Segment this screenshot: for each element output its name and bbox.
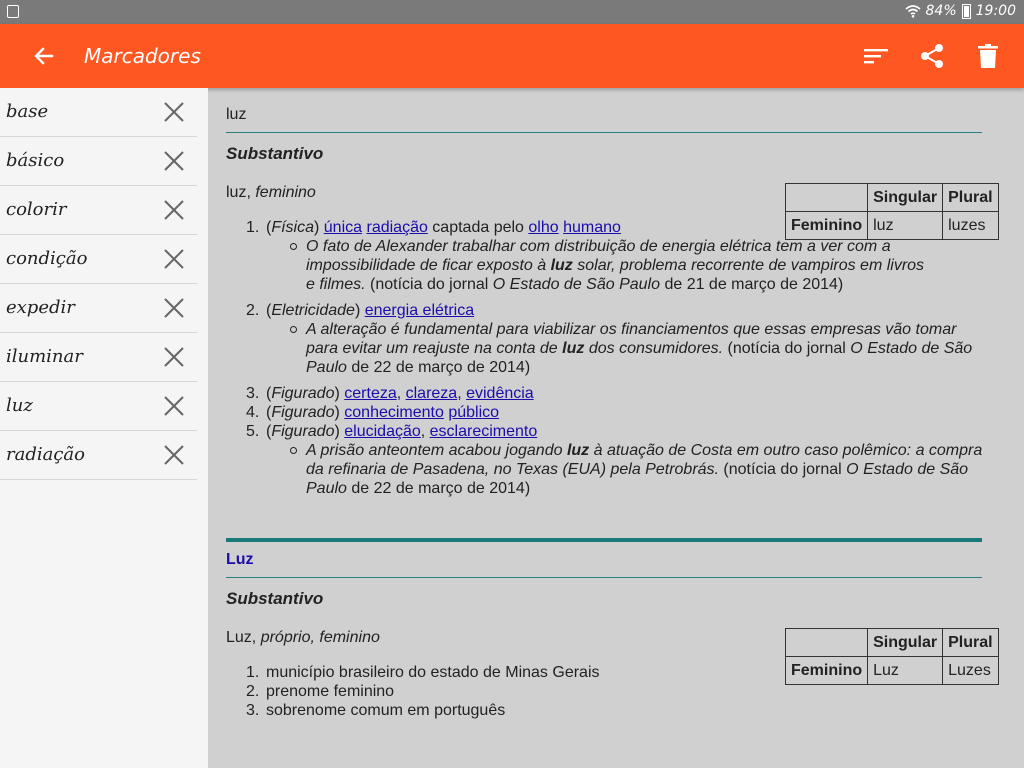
link[interactable]: clareza (405, 385, 458, 402)
status-right (905, 3, 1016, 19)
close-icon[interactable] (162, 443, 186, 467)
sense-item: 3. (Figurado) certeza, clareza, evidência (246, 385, 534, 402)
sense-number: 4. (246, 404, 260, 421)
sense-text: prenome feminino (266, 683, 395, 700)
clock: 19:00 (975, 3, 1016, 19)
link[interactable]: humano (563, 219, 621, 236)
link[interactable]: elucidação (344, 423, 421, 440)
sense-number: 5. (246, 423, 260, 440)
sense-number: 2. (246, 302, 260, 319)
bookmark-item[interactable] (0, 284, 197, 333)
qualifiers: próprio, feminino (260, 629, 380, 646)
close-icon[interactable] (162, 198, 186, 222)
table-singular: luz (868, 212, 943, 240)
link[interactable]: certeza (344, 385, 397, 402)
entry-divider (226, 538, 982, 542)
link[interactable]: energia elétrica (364, 302, 475, 319)
link[interactable]: evidência (466, 385, 534, 402)
back-arrow-icon[interactable] (28, 42, 60, 70)
bookmark-item[interactable] (0, 333, 197, 382)
sense-number: 3. (246, 702, 260, 719)
close-icon[interactable] (162, 100, 186, 124)
sense-tag: Eletricidade (271, 302, 355, 319)
trash-icon[interactable] (974, 42, 1002, 70)
sense-number: 1. (246, 219, 260, 236)
sense-text: captada pelo (427, 219, 529, 236)
table-plural: Luzes (943, 657, 998, 685)
link[interactable]: público (448, 404, 500, 421)
headword: Luz (226, 629, 252, 646)
table-plural: luzes (943, 212, 998, 240)
example (306, 441, 986, 498)
bookmark-label[interactable]: radiação (6, 444, 85, 465)
sense-text: município brasileiro do estado de Minas Gerais (266, 664, 600, 681)
part-of-speech: Substantivo (226, 144, 324, 163)
sense-item (246, 682, 986, 701)
sense-list (246, 218, 986, 498)
example-keyword: luz (562, 340, 585, 357)
headword-line: Luz, próprio, feminino (226, 629, 380, 646)
table-row-label: Feminino (786, 212, 868, 240)
source: (notícia do jornal (718, 461, 847, 478)
link[interactable]: única (323, 219, 363, 236)
bookmark-label[interactable]: condição (6, 248, 88, 269)
link[interactable]: radiação (366, 219, 428, 236)
sense-tag: Figurado (271, 404, 335, 421)
source: (notícia do jornal (365, 276, 493, 293)
bookmark-label[interactable]: básico (6, 150, 65, 171)
newspaper: O Estado de São Paulo (492, 276, 660, 293)
headword-line: luz, feminino (226, 184, 316, 201)
bookmark-label[interactable]: expedir (6, 297, 75, 318)
sense-number: 3. (246, 385, 260, 402)
example-text: O fato de Alexander trabalhar com distribuição de energia elétrica tem a ver com a impossibilidade de ficar exposto à (306, 238, 891, 274)
close-icon[interactable] (162, 345, 186, 369)
definition-content (208, 88, 1024, 768)
table-header-plural: Plural (943, 184, 998, 212)
example-text: solar, problema recorrente de vampiros em livros e filmes. (306, 257, 925, 293)
gender: feminino (255, 184, 316, 201)
sort-icon[interactable] (862, 42, 890, 70)
status-bar (0, 0, 1024, 24)
bookmark-label[interactable]: base (6, 101, 49, 122)
sense-item (246, 701, 986, 720)
battery-icon (962, 4, 971, 19)
bookmark-label[interactable]: iluminar (6, 346, 83, 367)
sense-number: 1. (246, 664, 260, 681)
newspaper: O Estado de São Paulo (306, 461, 969, 497)
source: (notícia do jornal (723, 340, 851, 357)
link[interactable]: esclarecimento (429, 423, 538, 440)
table-singular: Luz (868, 657, 943, 685)
source: de 22 de março de 2014) (346, 480, 531, 497)
bookmarks-sidebar (0, 88, 208, 768)
table-header-singular: Singular (868, 184, 943, 212)
source: de 22 de março de 2014) (346, 359, 531, 376)
sense-tag: Figurado (271, 385, 335, 402)
example-keyword: luz (550, 257, 573, 274)
table-header-plural: Plural (943, 629, 998, 657)
entry-word-link[interactable]: Luz (226, 551, 254, 568)
example-text: dos consumidores. (584, 340, 724, 357)
sense-item: 1. (Física) única radiação captada pelo olho humano (246, 219, 621, 236)
example-text: A prisão anteontem acabou jogando (306, 442, 567, 459)
bookmark-item[interactable] (0, 186, 197, 235)
sense-number: 2. (246, 683, 260, 700)
sense-item: 4. (Figurado) conhecimento público (246, 404, 500, 421)
gallery-icon (7, 5, 19, 18)
bookmark-item[interactable] (0, 382, 197, 431)
app-bar (0, 24, 1024, 88)
divider (226, 577, 982, 578)
example-keyword: luz (566, 442, 590, 459)
example (306, 237, 926, 294)
bookmark-label[interactable]: colorir (6, 199, 67, 220)
battery-percent: 84% (925, 3, 957, 19)
table-corner (786, 184, 868, 212)
sense-item: 2. (Eletricidade) energia elétrica (246, 302, 475, 319)
bookmark-item[interactable] (0, 137, 197, 186)
bookmark-label[interactable]: luz (6, 395, 33, 416)
sense-tag: Figurado (271, 423, 335, 440)
share-icon[interactable] (918, 42, 946, 70)
close-icon[interactable] (162, 394, 186, 418)
bookmark-item[interactable] (0, 88, 197, 137)
newspaper: O Estado de São Paulo (306, 340, 973, 376)
source: de 21 de março de 2014) (660, 276, 844, 293)
sense-text: sobrenome comum em português (266, 702, 506, 719)
sense-item: 5. (Figurado) elucidação, esclarecimento (246, 423, 538, 440)
sense-list (246, 663, 986, 720)
sense-tag: Física (271, 219, 314, 236)
table-corner (786, 629, 868, 657)
headword: luz (226, 184, 247, 201)
bookmark-item[interactable] (0, 431, 197, 480)
sense-item (246, 663, 986, 682)
example-text: à atuação de Costa em outro caso polêmico: a compra da refinaria de Pasadena, no Texas (EUA) pela Petrobrás. (306, 442, 983, 478)
example-text: A alteração é fundamental para viabilizar os financiamentos que essas empresas vão tomar para evitar um reajuste na conta de (306, 321, 957, 357)
entry-word: luz (226, 106, 247, 123)
wifi-icon (905, 4, 921, 18)
link[interactable]: conhecimento (344, 404, 444, 421)
table-row-label: Feminino (786, 657, 868, 685)
close-icon[interactable] (162, 296, 186, 320)
divider (226, 132, 982, 133)
page-title: Marcadores (84, 44, 201, 68)
example (306, 320, 986, 377)
close-icon[interactable] (162, 149, 186, 173)
part-of-speech: Substantivo (226, 589, 324, 608)
link[interactable]: olho (528, 219, 559, 236)
table-header-singular: Singular (868, 629, 943, 657)
close-icon[interactable] (162, 247, 186, 271)
bookmark-item[interactable] (0, 235, 197, 284)
